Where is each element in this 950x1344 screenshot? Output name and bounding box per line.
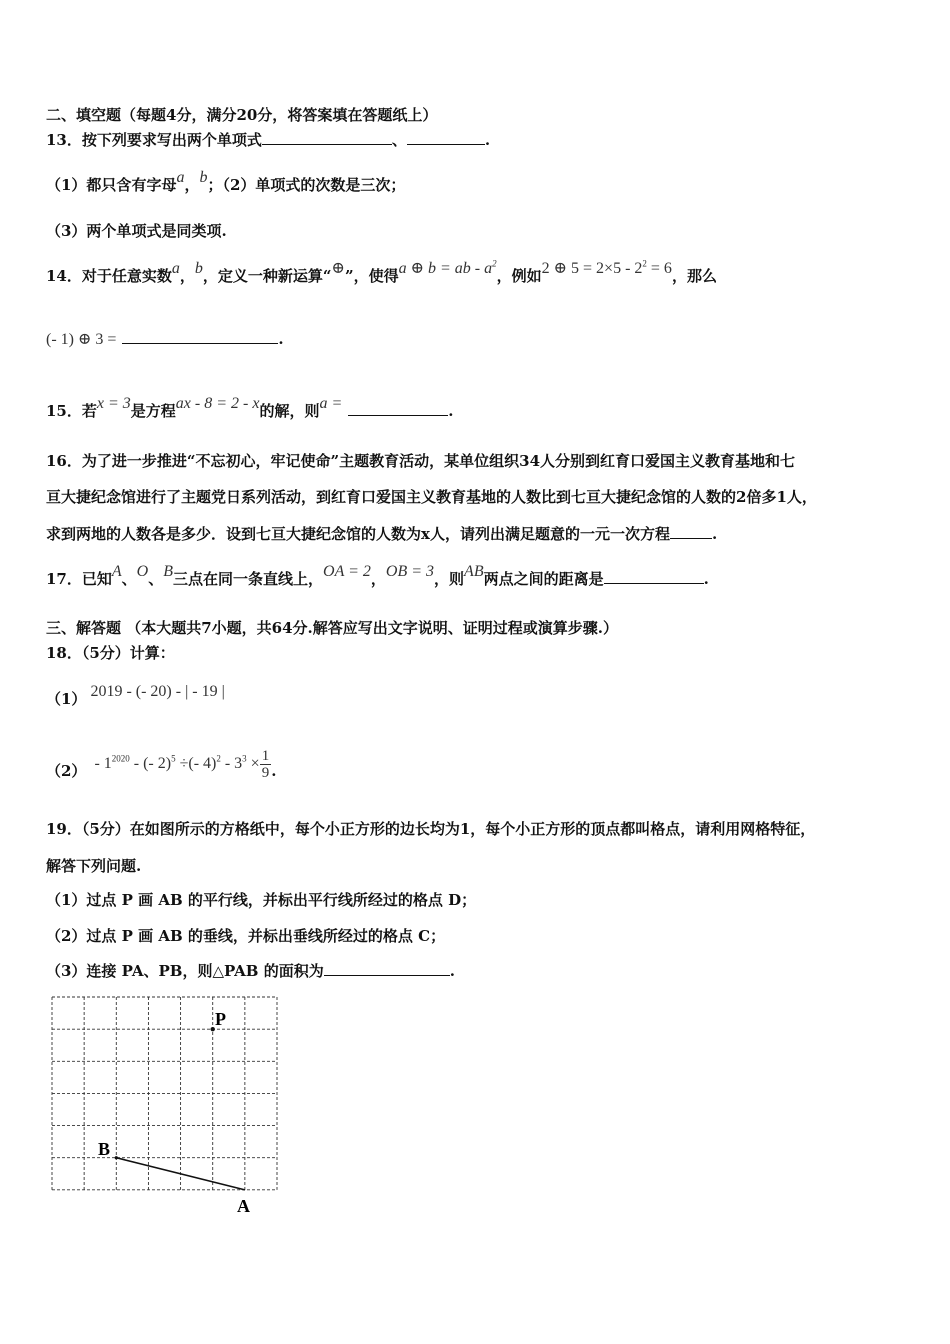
q19-step-3-text: （3）连接 PA、PB，则△PAB 的面积为	[46, 962, 324, 980]
q14-mid: ，定义一种新运算“	[202, 267, 332, 285]
q18-p1-label: （1）	[46, 690, 87, 708]
q14-expression: (- 1) ⊕ 3 =	[46, 331, 117, 348]
label-b: B	[98, 1139, 111, 1159]
q17-comma: ，	[370, 570, 386, 588]
question-13	[46, 129, 490, 150]
q14-end: .	[278, 330, 284, 348]
q15-end: .	[448, 402, 454, 420]
q15-equation: ax - 8 = 2 - x	[175, 395, 260, 412]
q13-end: .	[484, 131, 491, 149]
q15-mid: 是方程	[130, 402, 176, 420]
q14-expression-line	[46, 329, 284, 349]
q13-condition-3: （3）两个单项式是同类项.	[46, 222, 227, 240]
label-a: A	[237, 1196, 250, 1216]
q19-step-2: （2）过点 P 画 AB 的垂线，并标出垂线所经过的格点 C；	[46, 927, 446, 945]
q17-ab: AB	[464, 563, 484, 580]
question-17	[46, 563, 709, 589]
q18-p2-label: （2）	[46, 762, 87, 781]
q18-p2-expression: - $1^{2020}$ - (- 2)$^5$ ÷(- $4)^2 - 3^3$ × $\frac{1}{9}$	[94, 748, 270, 781]
q14-post: ，那么	[671, 267, 717, 285]
q14-example: 2 ⊕ $5 = 2\times 5 - 2^2 = 6$	[541, 258, 672, 277]
q17-end: .	[703, 570, 709, 588]
q17-point-a: A	[111, 563, 122, 580]
q13-var-a: a	[176, 169, 185, 186]
q13-stem: 13．按下列要求写出两个单项式	[46, 131, 262, 149]
q14-mid2: ”，使得	[344, 267, 399, 285]
grid-figure	[40, 990, 300, 1220]
q14-comma: ，	[179, 267, 195, 285]
q17-post: 两点之间的距离是	[483, 570, 604, 588]
q16-end: .	[711, 525, 718, 543]
q13-separator: 、	[391, 131, 407, 149]
q14-var-b: b	[194, 260, 203, 277]
q19-line-1: 19．（5分）在如图所示的方格纸中，每个小正方形的边长均为1，每个小正方形的顶点都叫格点，请利用网格特征，	[46, 820, 816, 838]
q15-ask: a =	[319, 395, 343, 412]
q18-p2-fraction: $\frac{1}{9}$	[261, 748, 270, 781]
q13-comma: ，	[184, 176, 200, 194]
q17-stem: 17．已知	[46, 570, 112, 588]
q14-mid3: ，例如	[496, 267, 542, 285]
q17-ob: OB = 3	[385, 563, 435, 580]
q17-mid2: ，则	[434, 570, 465, 588]
q18-p1-expression: 2019 - (- 20) - | - 19 |	[90, 683, 225, 700]
grid-lines	[52, 997, 277, 1190]
q14-operator: ⊕	[331, 260, 345, 277]
q19-line-2: 解答下列问题.	[46, 857, 142, 875]
q15-condition: x = 3	[96, 395, 131, 412]
q17-sep-2: 、	[148, 570, 164, 588]
q16-line-2: 亘大捷纪念馆进行了主题党日系列活动，到红育口爱国主义教育基地的人数比到七亘大捷纪念馆的人数的2倍多1人，	[46, 488, 817, 506]
q17-sep-1: 、	[121, 570, 137, 588]
q17-mid: 三点在同一条直线上，	[173, 570, 324, 588]
q14-definition: a ⊕ b = ab - $a^2$	[398, 258, 497, 277]
q19-answer-blank[interactable]	[324, 961, 450, 976]
q19-step-1: （1）过点 P 画 AB 的平行线，并标出平行线所经过的格点 D；	[46, 891, 477, 909]
q16-answer-blank[interactable]	[670, 524, 712, 539]
q13-c1-post: ；（2）单项式的次数是三次；	[207, 176, 406, 194]
q17-point-o: O	[136, 563, 149, 580]
label-p: P	[215, 1009, 226, 1029]
q18-p2-end: .	[271, 762, 277, 781]
q14-stem: 14．对于任意实数	[46, 267, 172, 285]
q14-answer-blank[interactable]	[122, 329, 278, 344]
section-3-title: 三、解答题 （本大题共7小题，共64分.解答应写出文字说明、证明过程或演算步骤.）	[46, 619, 618, 637]
q16-line-1: 16．为了进一步推进“不忘初心，牢记使命”主题教育活动，某单位组织34人分别到红育口爱国主义教育基地和七	[46, 452, 796, 470]
q19-step-3	[46, 960, 455, 981]
point-b-dot	[115, 1156, 118, 1159]
q17-answer-blank[interactable]	[604, 569, 704, 584]
q13-var-b: b	[199, 169, 208, 186]
q13-condition-1	[46, 169, 406, 195]
q15-stem: 15．若	[46, 402, 97, 420]
q16-line-3-text: 求到两地的人数各是多少．设到七亘大捷纪念馆的人数为x人，请列出满足题意的一元一次方程	[46, 525, 670, 543]
q17-oa: OA = 2	[323, 563, 371, 580]
q13-answer-blank-2[interactable]	[407, 130, 485, 145]
q17-point-b: B	[163, 563, 174, 580]
question-15	[46, 395, 454, 421]
section-2-title: 二、填空题（每题4分，满分20分，将答案填在答题纸上）	[46, 106, 438, 124]
q18-part-1	[46, 683, 225, 709]
q19-end: .	[449, 962, 455, 980]
q15-answer-blank[interactable]	[348, 401, 448, 416]
q18-stem: 18．（5分）计算：	[46, 644, 175, 662]
q13-answer-blank-1[interactable]	[262, 130, 392, 145]
q16-line-3	[46, 523, 717, 544]
q14-var-a: a	[171, 260, 180, 277]
q15-mid2: 的解，则	[259, 402, 320, 420]
q13-c1-text: （1）都只含有字母	[46, 176, 177, 194]
q18-part-2	[46, 748, 277, 789]
question-14	[46, 258, 717, 286]
